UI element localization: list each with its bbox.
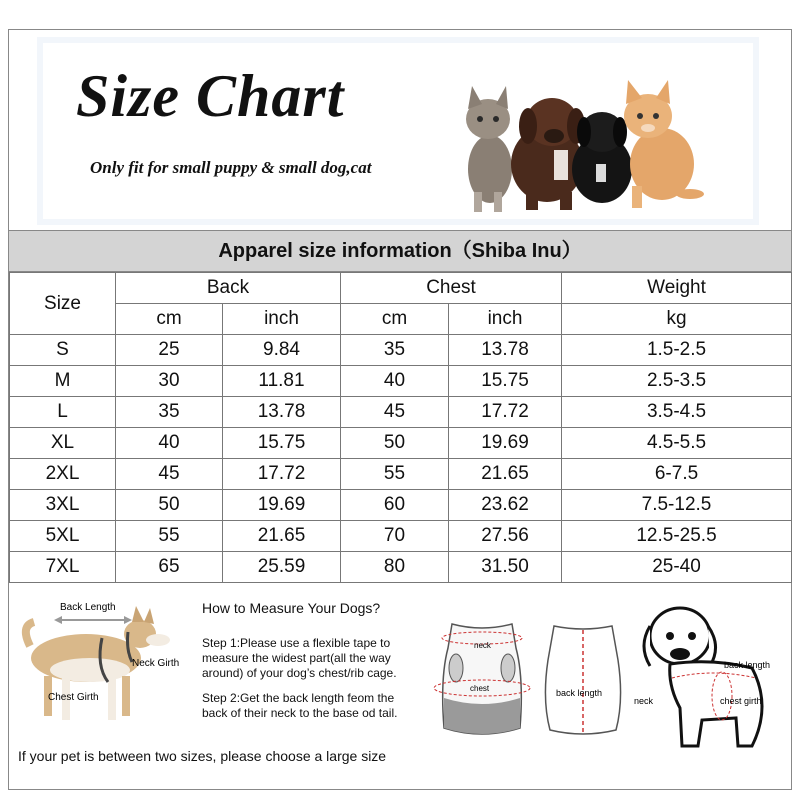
header-back: Back	[116, 273, 341, 304]
header-back-inch: inch	[223, 304, 341, 335]
cell-back-cm: 55	[116, 521, 223, 552]
size-advice-note: If your pet is between two sizes, please choose a large size	[18, 748, 387, 764]
puppy-label-back-length: back length	[724, 660, 771, 670]
cell-chest-in: 17.72	[449, 397, 562, 428]
table-row	[10, 428, 792, 459]
header-chest: Chest	[341, 273, 562, 304]
orange-kitten-image	[624, 80, 704, 208]
cell-back-in: 11.81	[223, 366, 341, 397]
brown-puppy-image	[511, 98, 585, 210]
label-chest-girth: Chest Girth	[48, 692, 99, 703]
cell-weight: 25-40	[562, 552, 792, 583]
puppy-label-chest-girth: chest girth	[720, 696, 762, 706]
page-title: Size Chart	[76, 63, 345, 129]
cell-size: S	[10, 335, 116, 366]
cell-chest-cm: 40	[341, 366, 449, 397]
tabby-kitten-image	[466, 86, 512, 212]
cell-weight: 4.5-5.5	[562, 428, 792, 459]
measure-title: How to Measure Your Dogs?	[202, 600, 381, 616]
cell-size: M	[10, 366, 116, 397]
size-table-body	[10, 335, 792, 583]
header-weight: Weight	[562, 273, 792, 304]
page-subtitle: Only fit for small puppy & small dog,cat	[90, 158, 372, 177]
cell-chest-cm: 45	[341, 397, 449, 428]
cell-back-in: 25.59	[223, 552, 341, 583]
cell-chest-cm: 55	[341, 459, 449, 490]
black-puppy-image	[572, 112, 632, 203]
cell-chest-in: 19.69	[449, 428, 562, 459]
cell-chest-in: 13.78	[449, 335, 562, 366]
cell-back-in: 17.72	[223, 459, 341, 490]
cell-back-cm: 65	[116, 552, 223, 583]
table-title: Apparel size information（Shiba Inu）	[9, 230, 791, 272]
cell-size: XL	[10, 428, 116, 459]
size-table	[9, 272, 792, 583]
cell-back-cm: 25	[116, 335, 223, 366]
puppy-label-neck: neck	[634, 696, 654, 706]
cell-weight: 6-7.5	[562, 459, 792, 490]
garment-label-back-length: back length	[556, 688, 603, 698]
cell-chest-in: 27.56	[449, 521, 562, 552]
cell-size: 7XL	[10, 552, 116, 583]
cell-chest-cm: 50	[341, 428, 449, 459]
cell-weight: 1.5-2.5	[562, 335, 792, 366]
cell-weight: 12.5-25.5	[562, 521, 792, 552]
cell-weight: 7.5-12.5	[562, 490, 792, 521]
cell-size: 5XL	[10, 521, 116, 552]
cell-back-cm: 50	[116, 490, 223, 521]
cell-chest-cm: 70	[341, 521, 449, 552]
table-row	[10, 335, 792, 366]
dog-measure-diagram	[16, 596, 196, 736]
cell-weight: 2.5-3.5	[562, 366, 792, 397]
table-row	[10, 552, 792, 583]
pets-photo	[452, 74, 712, 214]
cell-chest-cm: 80	[341, 552, 449, 583]
header-size: Size	[10, 273, 116, 335]
label-neck-girth: Neck Girth	[132, 658, 180, 669]
cell-size: L	[10, 397, 116, 428]
cell-back-in: 21.65	[223, 521, 341, 552]
cell-back-cm: 45	[116, 459, 223, 490]
label-back-length: Back Length	[60, 602, 116, 613]
cell-back-in: 15.75	[223, 428, 341, 459]
header-back-cm: cm	[116, 304, 223, 335]
table-row	[10, 490, 792, 521]
garment-back-diagram	[540, 620, 626, 740]
table-row	[10, 366, 792, 397]
cell-back-in: 9.84	[223, 335, 341, 366]
header-chest-cm: cm	[341, 304, 449, 335]
cell-chest-in: 23.62	[449, 490, 562, 521]
cell-back-in: 13.78	[223, 397, 341, 428]
cell-chest-in: 21.65	[449, 459, 562, 490]
garment-label-chest: chest	[470, 684, 490, 693]
measure-step-2: Step 2:Get the back length feom the back of their neck to the base od tail.	[202, 691, 398, 720]
puppy-line-diagram	[632, 596, 782, 766]
header-weight-kg: kg	[562, 304, 792, 335]
table-row	[10, 459, 792, 490]
cell-size: 3XL	[10, 490, 116, 521]
cell-chest-in: 15.75	[449, 366, 562, 397]
cell-chest-in: 31.50	[449, 552, 562, 583]
cell-size: 2XL	[10, 459, 116, 490]
table-row	[10, 397, 792, 428]
cell-chest-cm: 35	[341, 335, 449, 366]
header-chest-inch: inch	[449, 304, 562, 335]
cell-weight: 3.5-4.5	[562, 397, 792, 428]
garment-front-diagram	[432, 618, 532, 743]
measure-step-1: Step 1:Please use a flexible tape to measure the widest part(all the way around) of your dog’s chest/rib cage.	[202, 636, 397, 680]
cell-back-cm: 30	[116, 366, 223, 397]
cell-chest-cm: 60	[341, 490, 449, 521]
cell-back-cm: 40	[116, 428, 223, 459]
cell-back-in: 19.69	[223, 490, 341, 521]
table-row	[10, 521, 792, 552]
garment-label-neck: neck	[474, 641, 491, 650]
cell-back-cm: 35	[116, 397, 223, 428]
